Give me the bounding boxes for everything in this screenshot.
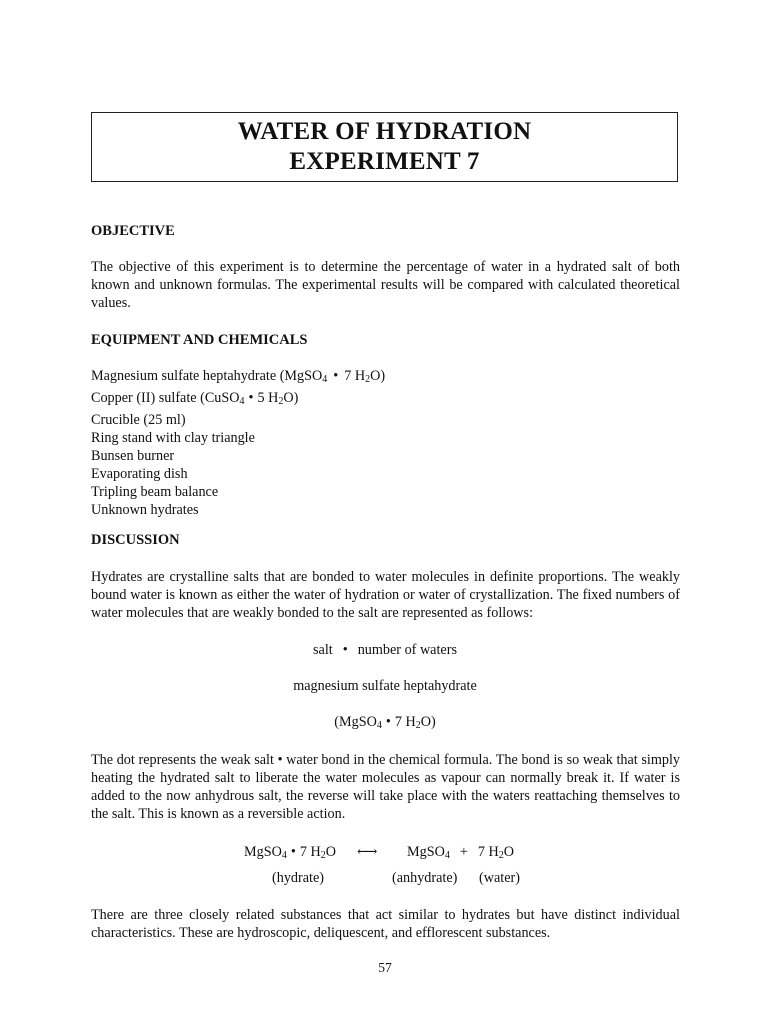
list-item: Magnesium sulfate heptahydrate (MgSO$_4$ • 7 $H_2O$) [91, 368, 386, 385]
list-item: Crucible (25 ml) [91, 412, 186, 428]
hydrate-notation-line: salt • number of waters [313, 642, 457, 658]
equation-right: MgSO$_4$ + 7 $H_2O$ [407, 844, 515, 861]
objective-paragraph: The objective of this experiment is to determine the percentage of water in a hydrated salt of both known and unknown formulas. The experimental results will be compared with calculated theoretical values. [91, 259, 680, 311]
discussion-paragraph-3: There are three closely related substances that act similar to hydrates but have distinct individual characteristics. These are hydroscopic, deliquescent, and efflorescent substances. [91, 907, 680, 941]
equation-left: MgSO$_4$ • 7 $H_2O$ [244, 844, 336, 861]
hydrate-formula-line: (MgSO$_4$ • 7 $H_2O$) [334, 714, 436, 731]
bullet-dot-icon: • [342, 642, 348, 658]
objective-heading: OBJECTIVE [91, 223, 175, 239]
discussion-paragraph-1: Hydrates are crystalline salts that are bonded to water molecules in definite proportions. The weakly bound water is known as either the water of hydration or water of crystallization. The fixed numbers of water molecules that are weakly bonded to the salt are represented as follows: [91, 569, 680, 621]
page-number: 57 [378, 960, 392, 975]
bullet-dot-icon: • [333, 368, 339, 384]
bullet-dot-icon: • [290, 844, 296, 860]
list-item: Bunsen burner [91, 448, 175, 464]
bullet-dot-icon: • [385, 714, 391, 730]
label-hydrate: (hydrate) [272, 870, 324, 886]
title-box [91, 112, 678, 182]
list-item: Ring stand with clay triangle [91, 430, 255, 446]
list-item: Unknown hydrates [91, 502, 199, 518]
list-item: Evaporating dish [91, 466, 188, 482]
discussion-heading: DISCUSSION [91, 532, 180, 548]
reversible-arrow-icon: ⟷ [357, 844, 378, 860]
hydrate-name-line: magnesium sulfate heptahydrate [293, 678, 477, 694]
equipment-list [91, 367, 385, 519]
list-item: Copper (II) sulfate (CuSO$_4$ • 5 $H_2O$) [91, 390, 299, 407]
label-water: (water) [479, 870, 520, 886]
equipment-heading: EQUIPMENT AND CHEMICALS [91, 332, 308, 348]
bullet-dot-icon: • [248, 390, 254, 406]
label-anhydrate: (anhydrate) [392, 870, 458, 886]
title-line-1: WATER OF HYDRATION [237, 118, 532, 145]
title-line-2: EXPERIMENT 7 [289, 148, 480, 175]
list-item: Tripling beam balance [91, 484, 219, 500]
discussion-paragraph-2: The dot represents the weak salt • water bond in the chemical formula. The bond is so weak that simply heating the hydrated salt to liberate the water molecules as vapour can normally break it. If water is added to the now anhydrous salt, the reverse will take place with the waters reattaching themselves to the salt. This is known as a reversible action. [91, 752, 680, 822]
